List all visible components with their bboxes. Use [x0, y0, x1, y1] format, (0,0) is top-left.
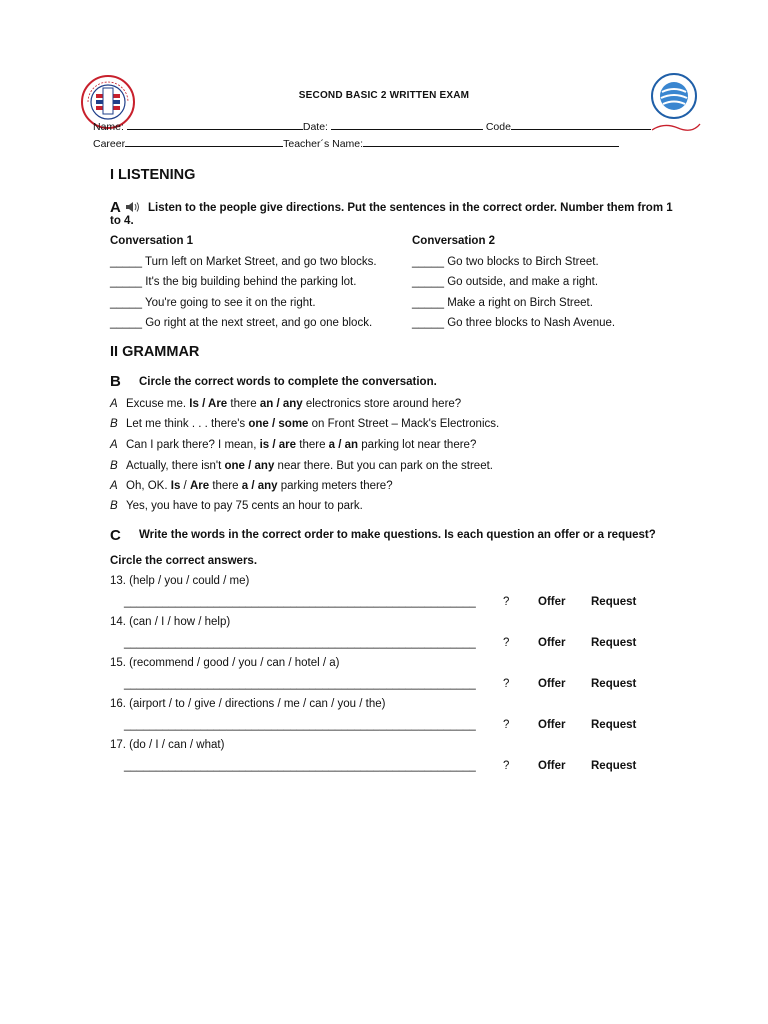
- word-choice[interactable]: Are: [189, 480, 210, 492]
- name-field[interactable]: [127, 119, 303, 130]
- dialogue-line: [110, 480, 393, 492]
- answer-line[interactable]: _______________________________________________________: [124, 678, 476, 690]
- dialogue-text: Can I park there? I mean,: [126, 439, 260, 451]
- conv2-item: _____ Go three blocks to Nash Avenue.: [412, 317, 616, 329]
- offer-option[interactable]: Offer: [538, 678, 566, 690]
- order-blank[interactable]: _____: [110, 317, 142, 329]
- question-mark: ?: [503, 637, 510, 649]
- offer-option[interactable]: Offer: [538, 637, 566, 649]
- dialogue-text: there: [209, 480, 242, 492]
- order-blank[interactable]: _____: [412, 276, 444, 288]
- offer-option[interactable]: Offer: [538, 596, 566, 608]
- teacher-label: Teacher´s Name:: [283, 138, 364, 150]
- conv1-item: _____ It's the big building behind the parking lot.: [110, 276, 357, 288]
- exercise-b-instruction: Circle the correct words to complete the conversation.: [139, 376, 437, 388]
- exercise-c-instruction-2: Circle the correct answers.: [110, 555, 258, 567]
- name-label: Name:: [93, 121, 124, 133]
- speaker-label: A: [110, 480, 118, 492]
- request-option[interactable]: Request: [591, 637, 637, 649]
- question-mark: ?: [503, 678, 510, 690]
- career-field[interactable]: [125, 136, 283, 147]
- speaker-label: B: [110, 418, 118, 430]
- dialogue-text: parking meters there?: [277, 480, 393, 492]
- dialogue-text: parking lot near there?: [358, 439, 477, 451]
- exercise-a-instruction: Listen to the people give directions. Put the sentences in the correct order. Number them from 1 to 4.: [110, 202, 673, 227]
- speaker-label: A: [110, 398, 118, 410]
- question-prompt: 14. (can / I / how / help): [110, 616, 231, 628]
- conv1-item: _____ Go right at the next street, and go one block.: [110, 317, 373, 329]
- answer-line[interactable]: _______________________________________________________: [124, 719, 476, 731]
- language-center-logo: [644, 72, 704, 138]
- conv2-item: _____ Make a right on Birch Street.: [412, 297, 593, 309]
- speaker-label: B: [110, 460, 118, 472]
- dialogue-text: Oh, OK.: [126, 480, 171, 492]
- conv1-item: _____ You're going to see it on the right.: [110, 297, 316, 309]
- code-field[interactable]: [511, 119, 651, 130]
- exercise-c-instruction: Write the words in the correct order to make questions. Is each question an offer or a request?: [139, 529, 656, 541]
- order-blank[interactable]: _____: [412, 317, 444, 329]
- dialogue-text: Let me think . . . there's: [126, 418, 249, 430]
- grammar-section-title: II GRAMMAR: [110, 344, 200, 360]
- conversation-1-title: Conversation 1: [110, 235, 194, 247]
- request-option[interactable]: Request: [591, 760, 637, 772]
- speaker-label: A: [110, 439, 118, 451]
- dialogue-text: Yes, you have to pay 75 cents an hour to park.: [126, 500, 363, 512]
- question-mark: ?: [503, 760, 510, 772]
- question-prompt: 13. (help / you / could / me): [110, 575, 250, 587]
- offer-option[interactable]: Offer: [538, 760, 566, 772]
- word-choice[interactable]: a / any: [241, 480, 278, 492]
- conv2-item: _____ Go two blocks to Birch Street.: [412, 256, 599, 268]
- dialogue-line: [110, 500, 363, 512]
- header-line-2: [93, 136, 619, 150]
- conv2-item: _____ Go outside, and make a right.: [412, 276, 599, 288]
- request-option[interactable]: Request: [591, 719, 637, 731]
- order-blank[interactable]: _____: [110, 297, 142, 309]
- dialogue-text: electronics store around here?: [302, 398, 462, 410]
- dialogue-text: there: [296, 439, 329, 451]
- dialogue-line: [110, 439, 476, 451]
- dialogue-line: [110, 460, 493, 472]
- header-line-1: [93, 119, 651, 133]
- date-label: Date:: [302, 121, 328, 133]
- request-option[interactable]: Request: [591, 596, 637, 608]
- conversation-2-title: Conversation 2: [412, 235, 496, 247]
- dialogue-text: on Front Street – Mack's Electronics.: [308, 418, 500, 430]
- order-blank[interactable]: _____: [110, 276, 142, 288]
- dialogue-text: Excuse me.: [126, 398, 190, 410]
- conv1-item: _____ Turn left on Market Street, and go two blocks.: [110, 256, 377, 268]
- answer-line[interactable]: _______________________________________________________: [124, 596, 476, 608]
- order-blank[interactable]: _____: [110, 256, 142, 268]
- dialogue-line: [110, 398, 461, 410]
- letter-c: C: [110, 527, 121, 544]
- listening-section-title: I LISTENING: [110, 167, 196, 183]
- order-blank[interactable]: _____: [412, 297, 444, 309]
- question-prompt: 15. (recommend / good / you / can / hotel / a): [110, 657, 340, 669]
- word-choice[interactable]: an / any: [259, 398, 303, 410]
- word-choice[interactable]: a / an: [328, 439, 359, 451]
- dialogue-line: [110, 418, 499, 430]
- date-field[interactable]: [331, 119, 483, 130]
- word-choice[interactable]: Is / Are: [189, 398, 228, 410]
- teacher-field[interactable]: [363, 136, 619, 147]
- order-blank[interactable]: _____: [412, 256, 444, 268]
- dialogue-text: /: [180, 480, 190, 492]
- word-choice[interactable]: one / some: [248, 418, 309, 430]
- word-choice[interactable]: one / any: [224, 460, 275, 472]
- request-option[interactable]: Request: [591, 678, 637, 690]
- answer-line[interactable]: _______________________________________________________: [124, 637, 476, 649]
- speaker-label: B: [110, 500, 118, 512]
- word-choice[interactable]: Is: [170, 480, 181, 492]
- dialogue-text: there: [227, 398, 260, 410]
- dialogue-text: near there. But you can park on the street.: [274, 460, 493, 472]
- exam-title: SECOND BASIC 2 WRITTEN EXAM: [298, 90, 470, 101]
- answer-line[interactable]: _______________________________________________________: [124, 760, 476, 772]
- letter-a: A: [110, 199, 121, 216]
- question-prompt: 16. (airport / to / give / directions / me / can / you / the): [110, 698, 386, 710]
- word-choice[interactable]: is / are: [259, 439, 297, 451]
- dialogue-text: Actually, there isn't: [126, 460, 225, 472]
- offer-option[interactable]: Offer: [538, 719, 566, 731]
- question-mark: ?: [503, 719, 510, 731]
- question-prompt: 17. (do / I / can / what): [110, 739, 225, 751]
- question-mark: ?: [503, 596, 510, 608]
- career-label: Career: [93, 138, 126, 150]
- letter-b: B: [110, 373, 121, 390]
- code-label: Code: [485, 121, 511, 133]
